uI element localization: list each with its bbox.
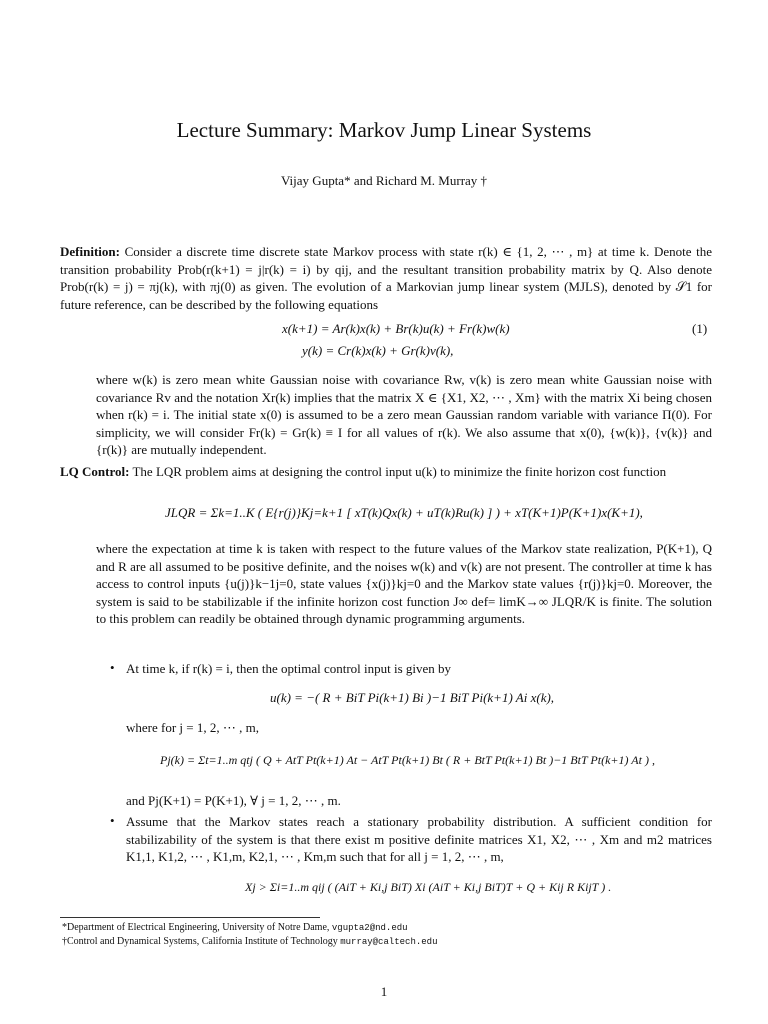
lq-explanation: where the expectation at time k is taken with respect to the future values of the Markov state realization, P(K+1), Q and R are all assumed to be positive definite, and the noises w(k) and v(k) are not present. The controller at time k has access to control inputs {u(j)}k−1j=0, state values {x(j)}kj=0 and the Markov state values {r(j)}kj=0. Moreover, the system is said to be stabilizable if the infinite horizon cost function J∞ def= limK→∞ JLQR/K is finite. The solution to this problem can readily be obtained through dynamic programming arguments.: [96, 541, 712, 626]
bullet-1-text: At time k, if r(k) = i, then the optimal control input is given by: [126, 661, 452, 676]
definition-text: Consider a discrete time discrete state Markov process with state r(k) ∈ {1, 2, ⋯ , m} at time k. Denote the transition probability Prob(r(k+1) = j|r(k) = i) by qij, and the resultant transition probability matrix by Q. Also denote Prob(r(k) = j) = πj(k), with πj(0) as given. The evolution of a Markovian jump linear system (MJLS), denoted by 𝒮1 for future reference, can be described by the following equations: [60, 244, 712, 312]
bullet-2-text: Assume that the Markov states reach a stationary probability distribution. A sufficient condition for stabilizability of the system is that there exist m positive definite matrices X1, X2, ⋯ , Xm and m2 matrices K1,1, K1,2, ⋯ , K1,m, K2,1, ⋯ , Km,m such that for all j = 1, 2, ⋯ , m,: [126, 814, 712, 864]
definition-paragraph: [60, 243, 712, 313]
footnote-2-email[interactable]: murray@caltech.edu: [340, 937, 438, 947]
footnote-1-text: *Department of Electrical Engineering, University of Notre Dame,: [62, 922, 330, 933]
lq-label: LQ Control:: [60, 464, 130, 479]
cost-function-equation: JLQR = Σk=1..K ( E{r(j)}Kj=k+1 [ xT(k)Qx(k) + uT(k)Ru(k) ] ) + xT(K+1)P(K+1)x(K+1),: [165, 505, 643, 520]
footnote-rule: [60, 917, 320, 918]
equation-1b: y(k) = Cr(k)x(k) + Gr(k)v(k),: [302, 343, 454, 358]
page-number: 1: [380, 984, 388, 999]
definition-label: Definition:: [60, 244, 120, 259]
paper-title: Lecture Summary: Markov Jump Linear Systems: [176, 118, 592, 142]
footnote-2: [62, 936, 437, 947]
bullet-marker: •: [110, 660, 115, 675]
stabilizability-inequality: Xj > Σi=1..m qij ( (AiT + Ki,j BiT) Xi (AiT + Ki,j BiT)T + Q + Kij R KijT ) .: [245, 880, 612, 894]
bullet-marker: •: [110, 813, 115, 828]
footnote-2-text: †Control and Dynamical Systems, California Institute of Technology: [62, 936, 338, 947]
definition-continuation: where w(k) is zero mean white Gaussian noise with covariance Rw, v(k) is zero mean white Gaussian noise with covariance Rv and the notation Xr(k) implies that the matrix X ∈ {X1, X2, ⋯ , Xm} with the matrix Xi being chosen when r(k) = i. The initial state x(0) is assumed to be a zero mean Gaussian random variable with variance Π(0). For simplicity, we will consider Fr(k) = Gr(k) ≡ I for all values of r(k). We also assume that x(0), {w(k)}, {v(k)} and {r(k)} are mutually independent.: [96, 372, 712, 457]
lq-paragraph: [60, 463, 712, 481]
footnote-1-email[interactable]: vgupta2@nd.edu: [331, 923, 408, 933]
paper-authors: Vijay Gupta* and Richard M. Murray †: [280, 173, 488, 188]
lq-intro-text: The LQR problem aims at designing the control input u(k) to minimize the finite horizon cost function: [132, 464, 667, 479]
footnote-1: [62, 922, 408, 933]
optimal-control-equation: u(k) = −( R + BiT Pi(k+1) Bi )−1 BiT Pi(k+1) Ai x(k),: [270, 690, 555, 705]
riccati-equation: Pj(k) = Σt=1..m qtj ( Q + AtT Pt(k+1) At − AtT Pt(k+1) Bt ( R + BtT Pt(k+1) Bt )−1 BtT Pt(k+1) At ) ,: [160, 753, 655, 767]
equation-number: (1): [692, 321, 708, 336]
bullet-1-terminal: and Pj(K+1) = P(K+1), ∀ j = 1, 2, ⋯ , m.: [126, 793, 341, 808]
bullet-1-where: where for j = 1, 2, ⋯ , m,: [126, 720, 259, 735]
equation-1a: x(k+1) = Ar(k)x(k) + Br(k)u(k) + Fr(k)w(k): [282, 321, 510, 336]
